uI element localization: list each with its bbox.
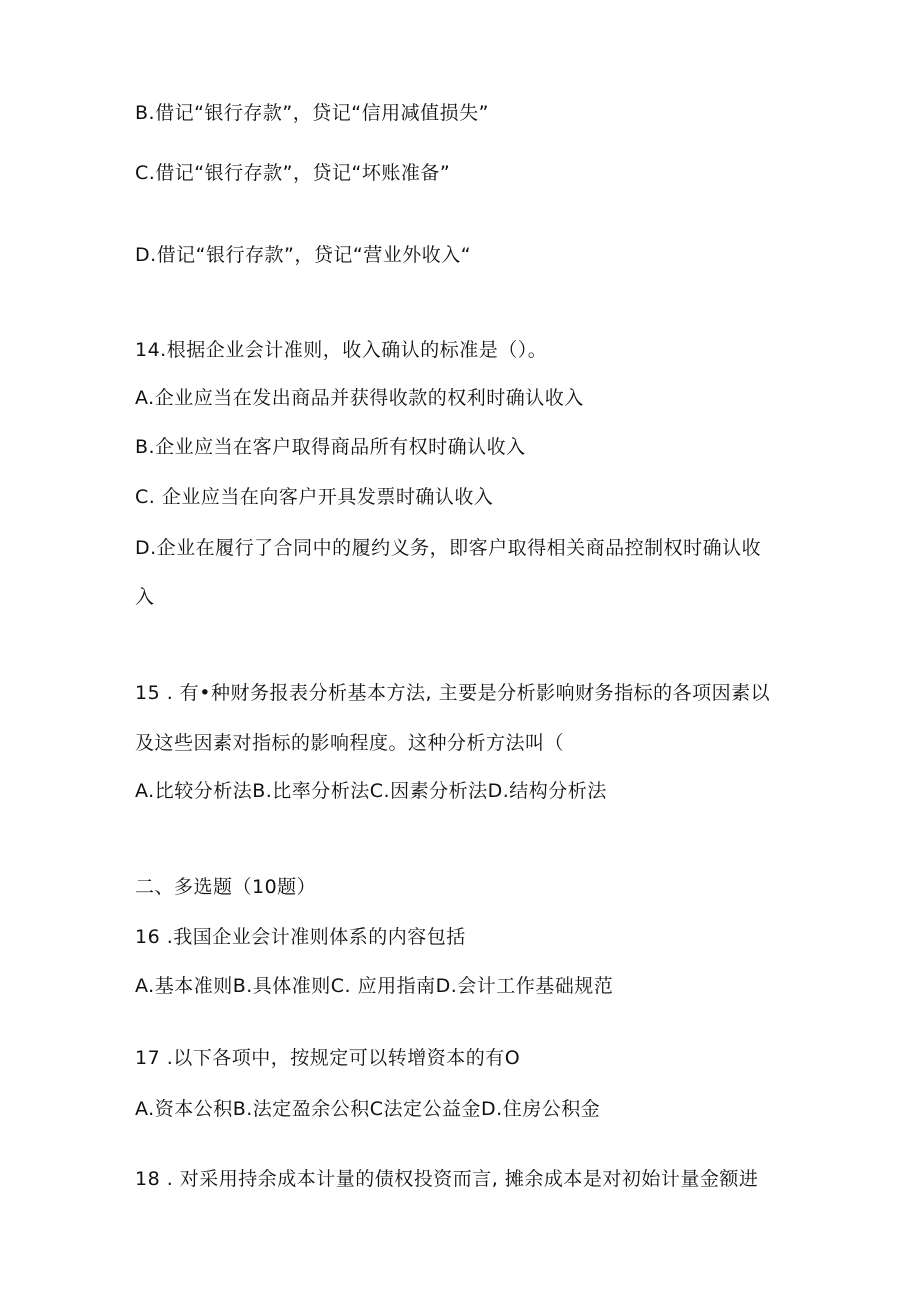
q15-question-continued: 及这些因素对指标的影响程度。这种分析方法叫（: [135, 732, 565, 754]
q13-option-c: C.借记“银行存款”，贷记“坏账准备”: [135, 162, 451, 184]
q15-options: A.比较分析法B.比率分析法C.因素分析法D.结构分析法: [135, 780, 607, 802]
q16-options: A.基本准则B.具体准则C. 应用指南D.会计工作基础规范: [135, 975, 614, 997]
q18-question: 18 . 对采用持余成本计量的债权投资而言, 摊余成本是对初始计量金额进: [135, 1168, 759, 1190]
q13-option-b: B.借记“银行存款”，贷记“信用减值损失”: [135, 102, 489, 124]
q14-option-d-continued: 入: [135, 586, 155, 608]
q14-option-a: A.企业应当在发出商品并获得收款的权利时确认收入: [135, 387, 584, 409]
q17-question: 17 .以下各项中，按规定可以转增资本的有O: [135, 1047, 521, 1069]
q15-question: 15 . 有•种财务报表分析基本方法, 主要是分析影响财务指标的各项因素以: [135, 682, 771, 704]
q14-option-b: B.企业应当在客户取得商品所有权时确认收入: [135, 436, 526, 458]
q14-option-c: C. 企业应当在向客户开具发票时确认收入: [135, 486, 494, 508]
q17-options: A.资本公积B.法定盈余公积C法定公益金D.住房公积金: [135, 1098, 601, 1120]
q16-question: 16 .我国企业会计准则体系的内容包括: [135, 926, 466, 948]
q14-question: 14.根据企业会计准则，收入确认的标准是（）。: [135, 339, 548, 361]
q14-option-d: D.企业在履行了合同中的履约义务，即客户取得相关商品控制权时确认收: [135, 537, 762, 559]
section-heading-multiple-choice: 二、多选题（10题）: [135, 876, 317, 898]
q13-option-d: D.借记“银行存款”，贷记“营业外收入“: [135, 244, 472, 266]
